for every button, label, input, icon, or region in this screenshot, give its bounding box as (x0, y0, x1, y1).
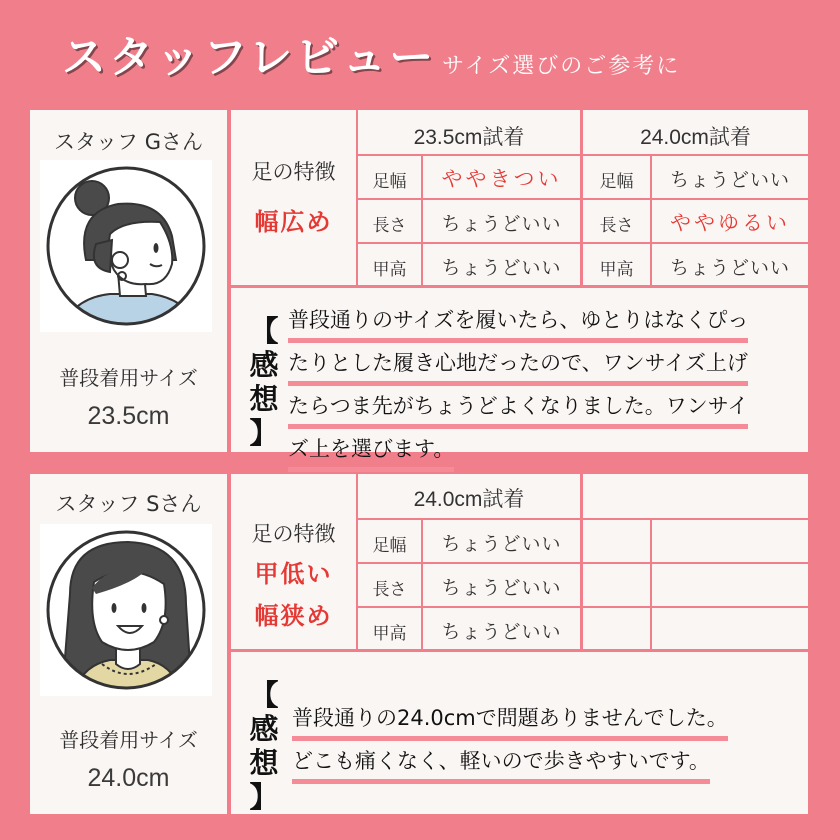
page-subtitle: サイズ選びのご参考に (442, 54, 681, 79)
review-card-g (30, 110, 808, 461)
row-label-width: 足幅 (599, 172, 634, 192)
review-card-s (30, 474, 808, 814)
trial-value-instep: ちょうどいい (669, 257, 790, 279)
row-label-length: 長さ (599, 216, 634, 236)
trial-size-header: 23.5cm試着 (413, 126, 525, 149)
row-label-instep: 甲高 (372, 260, 407, 280)
page-title: スタッフレビュー (62, 32, 437, 83)
foot-feature-label: 足の特徴 (251, 522, 336, 546)
row-label-width: 足幅 (372, 172, 407, 192)
row-label-instep: 甲高 (372, 624, 407, 644)
kanso-label: 【 感 想 】 (249, 314, 279, 450)
usual-size-value: 23.5cm (87, 402, 170, 430)
usual-size-value: 24.0cm (87, 764, 170, 792)
comment-line: たらつま先がちょうどよくなりました。ワンサイ (288, 386, 748, 429)
staff-name: スタッフ Gさん (54, 130, 203, 154)
comment-line: たりとした履き心地だったので、ワンサイズ上げ (288, 343, 748, 386)
staff-s-avatar (40, 524, 212, 700)
trial-value-length: ややゆるい (670, 211, 790, 235)
usual-size-label: 普段着用サイズ (59, 728, 198, 752)
trial-value-length: ちょうどいい (441, 577, 562, 599)
staff-g-avatar (40, 160, 212, 336)
trial-size-header: 24.0cm試着 (640, 126, 751, 149)
trial-value-instep: ちょうどいい (441, 257, 562, 279)
usual-size-label: 普段着用サイズ (59, 366, 198, 390)
trial-value-width: ちょうどいい (669, 169, 790, 191)
trial-value-width: ややきつい (441, 167, 562, 191)
trial-size-header: 24.0cm試着 (413, 488, 525, 511)
row-label-width: 足幅 (372, 536, 407, 556)
foot-feature-value: 甲低い (254, 560, 333, 588)
foot-feature-value: 幅広め (254, 208, 333, 236)
comment-line: 普段通りの24.0cmで問題ありませんでした。 (292, 698, 728, 741)
trial-value-length: ちょうどいい (441, 213, 562, 235)
review-comment (292, 698, 728, 784)
row-label-length: 長さ (372, 580, 407, 600)
staff-name: スタッフ Sさん (55, 492, 202, 516)
row-label-length: 長さ (372, 216, 407, 236)
kanso-label: 【 感 想 】 (249, 678, 279, 814)
comment-line: ズ上を選びます。 (288, 429, 454, 472)
comment-line: 普段通りのサイズを履いたら、ゆとりはなくぴっ (288, 300, 748, 343)
comment-line: どこも痛くなく、軽いので歩きやすいです。 (292, 741, 710, 784)
trial-value-width: ちょうどいい (441, 533, 562, 555)
row-label-instep: 甲高 (599, 260, 634, 280)
review-comment (288, 300, 748, 472)
trial-value-instep: ちょうどいい (441, 621, 562, 643)
foot-feature-label: 足の特徴 (251, 160, 336, 184)
foot-feature-value: 幅狭め (254, 602, 333, 630)
